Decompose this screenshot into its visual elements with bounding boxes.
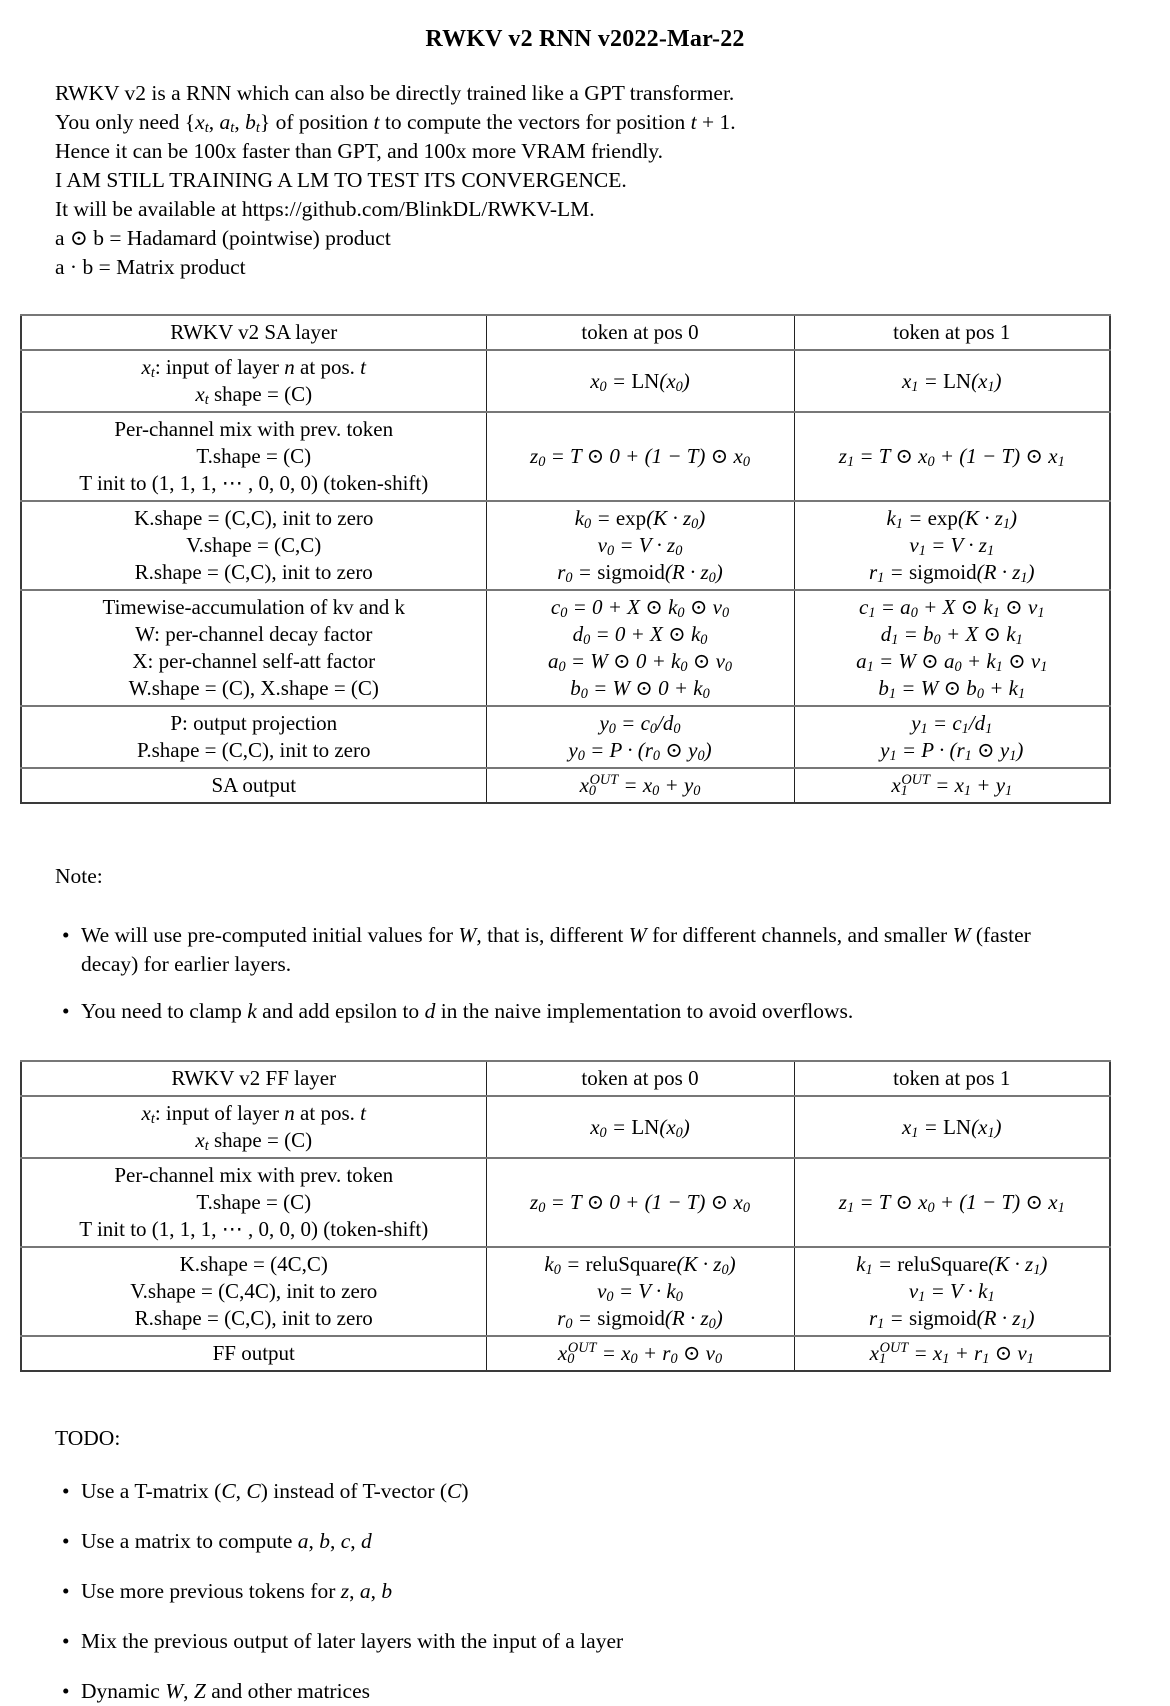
column-header: token at pos 1 — [794, 1061, 1110, 1096]
formula-line: $r_1$ = sigmoid(R · $z_1$) — [868, 1306, 1035, 1333]
table-row — [21, 1158, 1110, 1247]
formula-line: $x_1^{OUT} = x_1 + r_1$ ⊙ $v_1$ — [869, 1340, 1034, 1368]
label-cell — [21, 1247, 486, 1336]
label-line: R.shape = (C,C), init to zero — [134, 560, 373, 584]
todo-heading: TODO: — [55, 1426, 121, 1450]
label-cell — [21, 1158, 486, 1247]
label-cell — [21, 768, 486, 803]
label-line: V.shape = (C,C) — [186, 533, 322, 557]
formula-line: $c_0 = 0 + X$ ⊙ $k_0$ ⊙ $v_0$ — [550, 595, 730, 622]
intro-line: RWKV v2 is a RNN which can also be directly trained like a GPT transformer. — [55, 81, 735, 105]
label-cell — [21, 350, 486, 412]
label-cell — [21, 412, 486, 501]
header-row — [21, 315, 1110, 350]
formula-line: $x_0^{OUT} = x_0 + r_0$ ⊙ $v_0$ — [557, 1340, 723, 1368]
formula-cell-pos1 — [794, 1158, 1110, 1247]
formula-line: $k_1$ = reluSquare(K · $z_1$) — [856, 1252, 1048, 1279]
label-cell — [21, 501, 486, 590]
formula-line: $k_0$ = reluSquare(K · $z_0$) — [544, 1252, 736, 1279]
label-line: Per-channel mix with prev. token — [114, 417, 394, 441]
todo-list — [62, 1477, 1170, 1706]
formula-cell-pos0 — [486, 1158, 794, 1247]
formula-cell-pos1 — [794, 501, 1110, 590]
label-line: T.shape = (C) — [196, 444, 312, 468]
formula-cell-pos0 — [486, 1247, 794, 1336]
bullet-item: • Use a matrix to compute a, b, c, d — [62, 1527, 1077, 1556]
intro-line: I AM STILL TRAINING A LM TO TEST ITS CONVERGENCE. — [55, 168, 627, 192]
intro-line: a · b = Matrix product — [55, 255, 246, 279]
formula-line: $z_0 = T$ ⊙ 0 + (1 − T) ⊙ $x_0$ — [530, 1190, 750, 1217]
column-header: token at pos 0 — [486, 1061, 794, 1096]
formula-cell-pos1 — [794, 768, 1110, 803]
formula-line: $b_0 = W$ ⊙ $0 + k_0$ — [570, 676, 710, 703]
header-row — [21, 1061, 1110, 1096]
note-list — [62, 921, 1170, 1026]
label-line: V.shape = (C,4C), init to zero — [130, 1279, 378, 1303]
bullet-item: • Dynamic W, Z and other matrices — [62, 1677, 1077, 1706]
formula-line: $x_1^{OUT} = x_1 + y_1$ — [891, 772, 1013, 800]
table-row — [21, 590, 1110, 706]
formula-cell-pos0 — [486, 706, 794, 768]
formula-line: $k_1 = \exp(K \cdot z_1)$ — [886, 506, 1018, 533]
formula-cell-pos1 — [794, 706, 1110, 768]
formula-cell-pos1 — [794, 1336, 1110, 1371]
note-heading: Note: — [55, 864, 103, 888]
formula-cell-pos0 — [486, 590, 794, 706]
label-line: SA output — [211, 773, 297, 797]
formula-line: $v_1 = V \cdot z_1$ — [909, 533, 995, 560]
formula-line: $r_0$ = sigmoid(R · $z_0$) — [557, 560, 723, 587]
label-cell — [21, 706, 486, 768]
label-cell — [21, 590, 486, 706]
bullet-item: • Mix the previous output of later layers with the input of a layer — [62, 1627, 1077, 1656]
label-line: Per-channel mix with prev. token — [114, 1163, 394, 1187]
formula-line: $k_0 = \exp(K \cdot z_0)$ — [574, 506, 706, 533]
label-line: R.shape = (C,C), init to zero — [134, 1306, 373, 1330]
formula-line: $v_1 = V \cdot k_1$ — [908, 1279, 995, 1306]
label-line: K.shape = (4C,C) — [179, 1252, 328, 1276]
label-line: X: per-channel self-att factor — [132, 649, 376, 673]
formula-line: $r_0$ = sigmoid(R · $z_0$) — [557, 1306, 723, 1333]
page-title: RWKV v2 RNN v2022-Mar-22 — [425, 26, 745, 52]
label-cell — [21, 1096, 486, 1158]
formula-line: $x_0 = LN(x_0)$ — [590, 1114, 690, 1141]
table-row — [21, 1247, 1110, 1336]
label-line: Timewise-accumulation of kv and k — [102, 595, 405, 619]
table-row — [21, 768, 1110, 803]
label-line: $x_t$: input of layer n at pos. t — [141, 1101, 366, 1128]
label-line: FF output — [212, 1341, 295, 1365]
column-header: token at pos 0 — [486, 315, 794, 350]
label-line: W: per-channel decay factor — [135, 622, 373, 646]
label-line: $x_t$ shape = (C) — [195, 1128, 313, 1155]
label-line: $x_t$ shape = (C) — [195, 382, 313, 409]
table-row — [21, 1336, 1110, 1371]
formula-line: $d_1 = b_0 + X$ ⊙ $k_1$ — [880, 622, 1023, 649]
label-line: P.shape = (C,C), init to zero — [137, 738, 371, 762]
formula-line: $y_1 = c_1/d_1$ — [911, 711, 993, 738]
table-row — [21, 706, 1110, 768]
bullet-item: • We will use pre-computed initial values for W, that is, different W for different channels, and smaller W (faster decay) for earlier layers. — [62, 921, 1077, 979]
column-header: RWKV v2 FF layer — [21, 1061, 486, 1096]
intro-line: Hence it can be 100x faster than GPT, and 100x more VRAM friendly. — [55, 139, 664, 163]
label-line: T.shape = (C) — [196, 1190, 312, 1214]
label-line: K.shape = (C,C), init to zero — [134, 506, 374, 530]
formula-line: $v_0 = V \cdot z_0$ — [597, 533, 683, 560]
bullet-item: • Use a T-matrix (C, C) instead of T-vector (C) — [62, 1477, 1077, 1506]
formula-line: $b_1 = W$ ⊙ $b_0 + k_1$ — [878, 676, 1026, 703]
formula-cell-pos1 — [794, 590, 1110, 706]
table-row — [21, 1096, 1110, 1158]
formula-cell-pos0 — [486, 1336, 794, 1371]
label-line: P: output projection — [170, 711, 338, 735]
formula-cell-pos0 — [486, 1096, 794, 1158]
formula-cell-pos0 — [486, 768, 794, 803]
label-cell — [21, 1336, 486, 1371]
formula-line: $v_0 = V \cdot k_0$ — [597, 1279, 683, 1306]
bullet-item: • Use more previous tokens for z, a, b — [62, 1577, 1077, 1606]
formula-cell-pos1 — [794, 412, 1110, 501]
label-line: T init to (1, 1, 1, ⋯ , 0, 0, 0) (token-shift) — [79, 1217, 429, 1241]
intro-line: You only need {$x_t$, $a_t$, $b_t$} of position t to compute the vectors for position t + 1. — [55, 110, 736, 137]
intro-paragraph — [55, 79, 1170, 282]
table-row — [21, 412, 1110, 501]
formula-line: $y_0 = c_0/d_0$ — [599, 711, 681, 738]
formula-cell-pos0 — [486, 350, 794, 412]
intro-line: a ⊙ b = Hadamard (pointwise) product — [55, 226, 391, 250]
column-header: token at pos 1 — [794, 315, 1110, 350]
formula-line: $y_1 = P \cdot (r_1$ ⊙ $y_1$) — [880, 738, 1024, 765]
formula-line: $z_0 = T$ ⊙ 0 + (1 − T) ⊙ $x_0$ — [530, 444, 750, 471]
formula-line: $y_0 = P \cdot (r_0$ ⊙ $y_0$) — [568, 738, 712, 765]
formula-line: $c_1 = a_0 + X$ ⊙ $k_1$ ⊙ $v_1$ — [859, 595, 1045, 622]
sa-layer-table — [20, 314, 1111, 804]
label-line: $x_t$: input of layer n at pos. t — [141, 355, 366, 382]
formula-cell-pos0 — [486, 501, 794, 590]
formula-cell-pos0 — [486, 412, 794, 501]
formula-line: $x_0 = LN(x_0)$ — [590, 368, 690, 395]
table-row — [21, 350, 1110, 412]
label-line: T init to (1, 1, 1, ⋯ , 0, 0, 0) (token-shift) — [79, 471, 429, 495]
formula-cell-pos1 — [794, 350, 1110, 412]
formula-line: $a_1 = W$ ⊙ $a_0 + k_1$ ⊙ $v_1$ — [856, 649, 1048, 676]
formula-line: $x_1 = LN(x_1)$ — [901, 368, 1002, 395]
bullet-item: • You need to clamp k and add epsilon to d in the naive implementation to avoid overflows. — [62, 997, 1077, 1026]
formula-line: $z_1 = T$ ⊙ $x_0 + (1 - T)$ ⊙ $x_1$ — [838, 444, 1065, 471]
formula-line: $d_0 = 0 + X$ ⊙ $k_0$ — [572, 622, 708, 649]
formula-line: $a_0 = W$ ⊙ $0 + k_0$ ⊙ $v_0$ — [547, 649, 733, 676]
formula-line: $x_0^{OUT} = x_0 + y_0$ — [579, 772, 701, 800]
document-page — [0, 26, 1170, 1706]
formula-cell-pos1 — [794, 1247, 1110, 1336]
column-header: RWKV v2 SA layer — [21, 315, 486, 350]
formula-cell-pos1 — [794, 1096, 1110, 1158]
formula-line: $r_1$ = sigmoid(R · $z_1$) — [868, 560, 1035, 587]
formula-line: $x_1 = LN(x_1)$ — [901, 1114, 1002, 1141]
formula-line: $z_1 = T$ ⊙ $x_0 + (1 - T)$ ⊙ $x_1$ — [838, 1190, 1065, 1217]
table-row — [21, 501, 1110, 590]
ff-layer-table — [20, 1060, 1111, 1372]
label-line: W.shape = (C), X.shape = (C) — [128, 676, 379, 700]
intro-line: It will be available at https://github.com/BlinkDL/RWKV-LM. — [55, 197, 595, 221]
